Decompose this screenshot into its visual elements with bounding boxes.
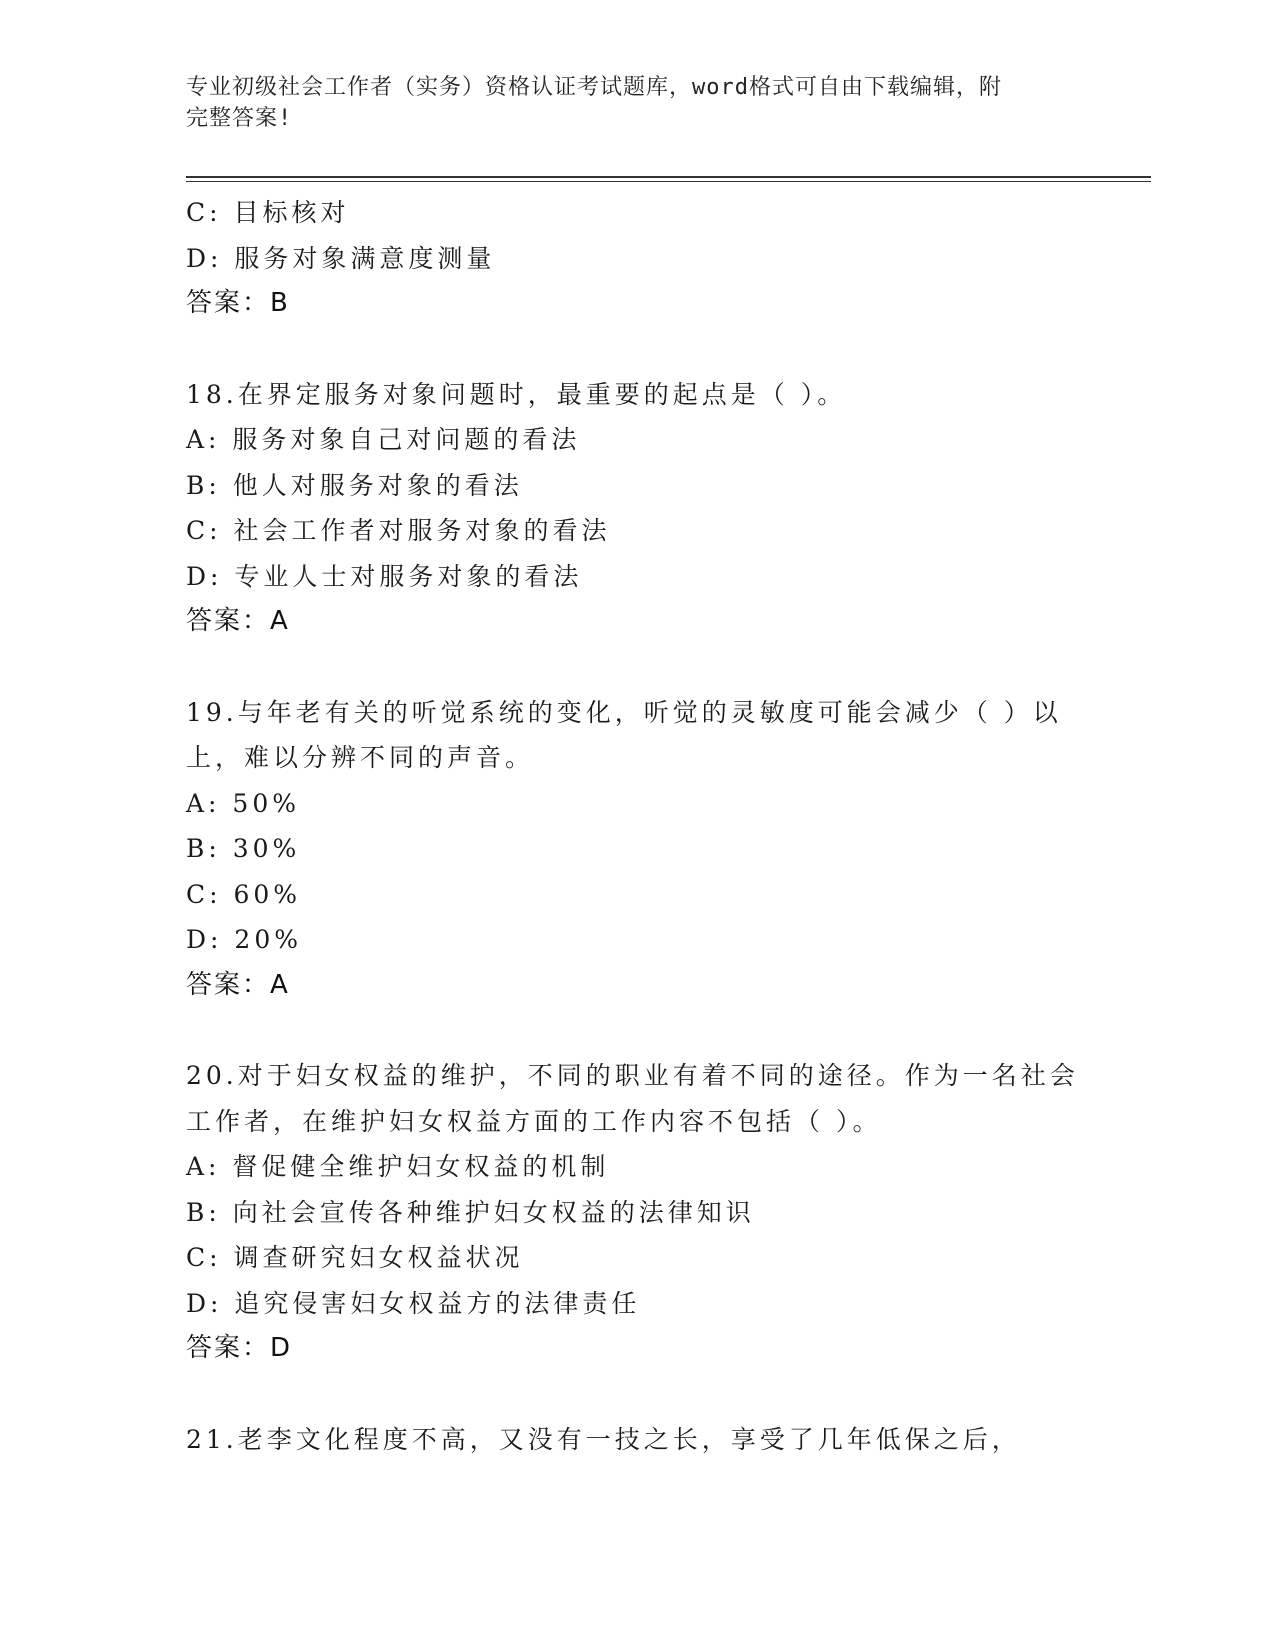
option-a: A: 服务对象自己对问题的看法 [186, 425, 581, 454]
option-d: D: 服务对象满意度测量 [186, 243, 496, 273]
option-d: D: 追究侵害妇女权益方的法律责任 [186, 1288, 641, 1318]
option-b: B: 30% [186, 834, 301, 863]
question-block-19 [186, 690, 1086, 1009]
question-text: 19.与年老有关的听觉系统的变化，听觉的灵敏度可能会减少（ ）以 [186, 697, 1062, 727]
question-list [186, 190, 1086, 1462]
option-b: B: 向社会宣传各种维护妇女权益的法律知识 [186, 1197, 755, 1227]
question-text: 21.老李文化程度不高，又没有一技之长，享受了几年低保之后， [186, 1424, 1021, 1454]
option-b: B: 他人对服务对象的看法 [186, 470, 523, 500]
option-d: D: 专业人士对服务对象的看法 [186, 561, 583, 591]
answer-label: 答案：D [186, 1333, 293, 1363]
header-line-2: 完整答案! [186, 106, 293, 131]
option-c: C: 目标核对 [186, 198, 350, 227]
option-c: C: 60% [186, 879, 302, 909]
answer-label: 答案：A [186, 606, 290, 636]
answer-label: 答案：B [186, 288, 290, 318]
answer-label: 答案：A [186, 969, 290, 1000]
question-block-18 [186, 372, 1086, 645]
question-text: 18.在界定服务对象问题时，最重要的起点是（ ）。 [186, 379, 847, 409]
question-block-20 [186, 1053, 1086, 1372]
option-a: A: 50% [186, 788, 300, 818]
header-divider-thin [186, 181, 1151, 182]
page-header [186, 72, 1066, 134]
option-c: C: 社会工作者对服务对象的看法 [186, 516, 611, 545]
question-block-17 [186, 190, 1086, 327]
header-line-1: 专业初级社会工作者（实务）资格认证考试题库，word格式可自由下载编辑，附 [186, 75, 1002, 100]
question-text-cont: 上，难以分辨不同的声音。 [186, 743, 535, 772]
option-d: D: 20% [186, 925, 302, 954]
header-divider [186, 176, 1151, 178]
question-block-21 [186, 1417, 1086, 1463]
option-c: C: 调查研究妇女权益状况 [186, 1243, 524, 1272]
option-a: A: 督促健全维护妇女权益的机制 [186, 1152, 610, 1181]
question-text-cont: 工作者，在维护妇女权益方面的工作内容不包括（ ）。 [186, 1106, 882, 1136]
question-text: 20.对于妇女权益的维护，不同的职业有着不同的途径。作为一名社会 [186, 1061, 1079, 1090]
